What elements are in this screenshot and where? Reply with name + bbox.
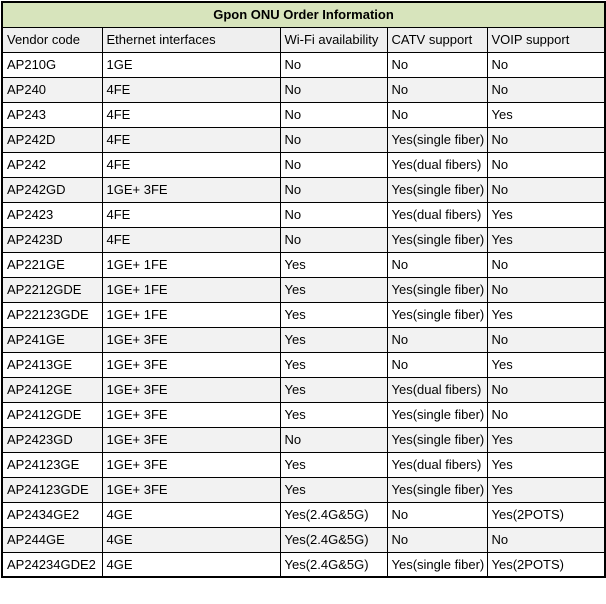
value-cell: Yes(2POTS) [487,502,605,527]
value-cell: Yes(dual fibers) [387,452,487,477]
value-cell: Yes(dual fibers) [387,152,487,177]
vendor-code-cell: AP24123GDE [2,477,102,502]
table-row [2,152,605,177]
value-cell: No [280,127,387,152]
value-cell: Yes(single fiber) [387,227,487,252]
value-cell: Yes [280,252,387,277]
value-cell: 1GE+ 1FE [102,302,280,327]
value-cell: 4FE [102,202,280,227]
table-row [2,252,605,277]
value-cell: Yes(single fiber) [387,277,487,302]
value-cell: 1GE+ 3FE [102,177,280,202]
vendor-code-cell: AP2423D [2,227,102,252]
value-cell: 1GE+ 3FE [102,327,280,352]
value-cell: No [280,202,387,227]
value-cell: 1GE+ 3FE [102,352,280,377]
value-cell: No [387,352,487,377]
vendor-code-cell: AP242 [2,152,102,177]
vendor-code-cell: AP2412GDE [2,402,102,427]
table-row [2,452,605,477]
value-cell: No [387,252,487,277]
value-cell: No [487,127,605,152]
value-cell: Yes [487,202,605,227]
table-row [2,202,605,227]
value-cell: 1GE+ 3FE [102,377,280,402]
value-cell: 4FE [102,227,280,252]
value-cell: Yes(2POTS) [487,552,605,577]
vendor-code-cell: AP244GE [2,527,102,552]
value-cell: 1GE+ 1FE [102,252,280,277]
table-row [2,552,605,577]
value-cell: No [280,427,387,452]
column-header: CATV support [387,27,487,52]
value-cell: No [487,152,605,177]
table-row [2,502,605,527]
vendor-code-cell: AP242D [2,127,102,152]
column-header: VOIP support [487,27,605,52]
column-header: Wi-Fi availability [280,27,387,52]
vendor-code-cell: AP2423GD [2,427,102,452]
vendor-code-cell: AP242GD [2,177,102,202]
value-cell: No [487,402,605,427]
value-cell: Yes [280,402,387,427]
value-cell: No [487,377,605,402]
vendor-code-cell: AP240 [2,77,102,102]
value-cell: No [280,177,387,202]
table-title-row [2,2,605,27]
value-cell: No [387,527,487,552]
value-cell: 4FE [102,152,280,177]
value-cell: 4GE [102,552,280,577]
table-row [2,52,605,77]
value-cell: 4FE [102,102,280,127]
vendor-code-cell: AP2212GDE [2,277,102,302]
column-header: Ethernet interfaces [102,27,280,52]
table-row [2,327,605,352]
vendor-code-cell: AP210G [2,52,102,77]
value-cell: No [280,102,387,127]
value-cell: Yes(2.4G&5G) [280,552,387,577]
value-cell: No [487,277,605,302]
value-cell: Yes [487,102,605,127]
table-row [2,227,605,252]
table-row [2,402,605,427]
value-cell: No [487,52,605,77]
value-cell: 4FE [102,127,280,152]
table-row [2,102,605,127]
table-row [2,302,605,327]
value-cell: Yes [487,352,605,377]
value-cell: 1GE+ 3FE [102,427,280,452]
column-header: Vendor code [2,27,102,52]
value-cell: No [387,327,487,352]
value-cell: Yes [280,452,387,477]
value-cell: Yes [487,452,605,477]
value-cell: No [487,177,605,202]
table-row [2,477,605,502]
value-cell: 1GE+ 1FE [102,277,280,302]
value-cell: Yes [487,427,605,452]
table-row [2,277,605,302]
table-row [2,177,605,202]
vendor-code-cell: AP22123GDE [2,302,102,327]
value-cell: Yes(2.4G&5G) [280,527,387,552]
value-cell: No [280,152,387,177]
value-cell: Yes(dual fibers) [387,377,487,402]
value-cell: Yes [280,377,387,402]
value-cell: No [280,77,387,102]
table-row [2,377,605,402]
vendor-code-cell: AP243 [2,102,102,127]
table-row [2,427,605,452]
value-cell: Yes(single fiber) [387,427,487,452]
value-cell: No [280,52,387,77]
table-body [2,52,605,577]
table-row [2,352,605,377]
value-cell: Yes(single fiber) [387,302,487,327]
value-cell: Yes(single fiber) [387,552,487,577]
vendor-code-cell: AP2434GE2 [2,502,102,527]
value-cell: No [487,77,605,102]
value-cell: Yes [280,327,387,352]
value-cell: No [387,77,487,102]
value-cell: Yes [280,277,387,302]
value-cell: Yes(2.4G&5G) [280,502,387,527]
table-title: Gpon ONU Order Information [2,2,605,27]
value-cell: 1GE+ 3FE [102,452,280,477]
value-cell: No [387,102,487,127]
vendor-code-cell: AP24123GE [2,452,102,477]
value-cell: Yes [280,477,387,502]
gpon-onu-order-table [1,1,606,578]
value-cell: No [387,502,487,527]
value-cell: Yes [487,477,605,502]
value-cell: Yes(single fiber) [387,477,487,502]
value-cell: 4FE [102,77,280,102]
value-cell: Yes(single fiber) [387,127,487,152]
value-cell: No [487,527,605,552]
vendor-code-cell: AP2423 [2,202,102,227]
value-cell: 1GE+ 3FE [102,477,280,502]
value-cell: Yes(single fiber) [387,402,487,427]
vendor-code-cell: AP2413GE [2,352,102,377]
table-header-row [2,27,605,52]
vendor-code-cell: AP221GE [2,252,102,277]
table-row [2,527,605,552]
value-cell: Yes(dual fibers) [387,202,487,227]
value-cell: Yes [487,302,605,327]
value-cell: No [387,52,487,77]
table-row [2,127,605,152]
value-cell: No [487,327,605,352]
value-cell: Yes [280,352,387,377]
value-cell: Yes [280,302,387,327]
vendor-code-cell: AP2412GE [2,377,102,402]
value-cell: 4GE [102,502,280,527]
vendor-code-cell: AP241GE [2,327,102,352]
value-cell: Yes [487,227,605,252]
value-cell: 1GE [102,52,280,77]
value-cell: 1GE+ 3FE [102,402,280,427]
vendor-code-cell: AP24234GDE2 [2,552,102,577]
table-row [2,77,605,102]
value-cell: Yes(single fiber) [387,177,487,202]
value-cell: No [487,252,605,277]
value-cell: No [280,227,387,252]
value-cell: 4GE [102,527,280,552]
